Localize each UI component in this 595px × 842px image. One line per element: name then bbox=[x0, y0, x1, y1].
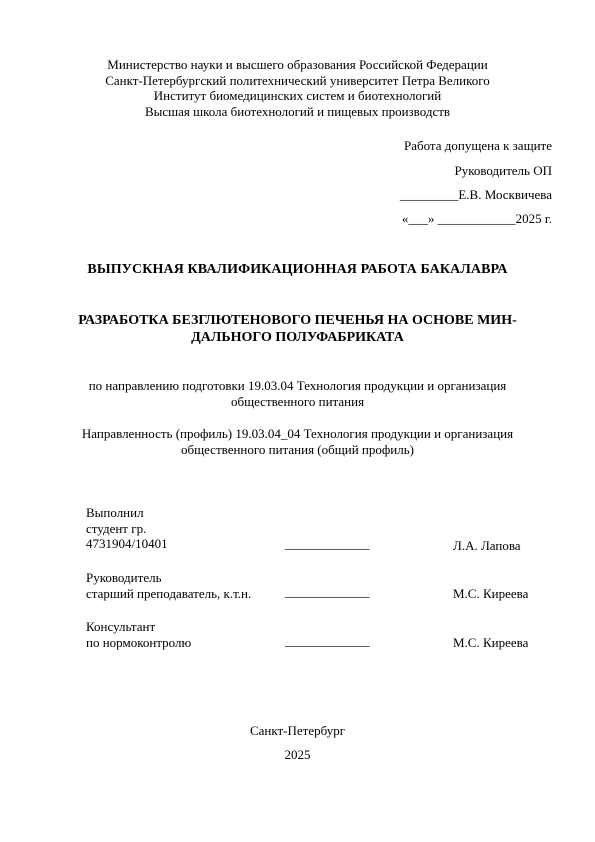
study-direction bbox=[0, 378, 595, 410]
consultant-label bbox=[86, 619, 191, 650]
footer-city: Санкт-Петербург bbox=[249, 723, 346, 738]
student-group: 4731904/10401 bbox=[86, 536, 168, 551]
supervisor-name: М.С. Киреева bbox=[453, 586, 529, 601]
direction-line-1: по направлению подготовки 19.03.04 Технология продукции и организация bbox=[88, 378, 507, 393]
approval-date: «___» ____________2025 г. bbox=[401, 211, 552, 226]
ministry-line: Министерство науки и высшего образования Российской Федерации bbox=[107, 57, 488, 72]
topic-line-2: ДАЛЬНОГО ПОЛУФАБРИКАТА bbox=[191, 330, 404, 345]
consultant-name: М.С. Киреева bbox=[453, 635, 529, 650]
approval-signature: _________Е.В. Москвичева bbox=[399, 187, 552, 202]
supervisor-signature-line: _____________ bbox=[285, 584, 370, 599]
supervisor-label bbox=[86, 570, 251, 601]
profile-line-2: общественного питания (общий профиль) bbox=[180, 442, 415, 457]
supervisor-label-2: старший преподаватель, к.т.н. bbox=[86, 585, 252, 601]
study-profile bbox=[0, 426, 595, 458]
school-line: Высшая школа биотехнологий и пищевых производств bbox=[144, 103, 451, 119]
consultant-label-2: по нормоконтролю bbox=[86, 634, 192, 650]
footer-year: 2025 bbox=[284, 747, 311, 762]
student-label bbox=[86, 505, 168, 552]
institute-line: Институт биомедицинских систем и биотехнологий bbox=[153, 88, 442, 103]
institution-header bbox=[0, 57, 595, 119]
topic-line-1: РАЗРАБОТКА БЕЗГЛЮТЕНОВОГО ПЕЧЕНЬЯ НА ОСНОВЕ МИН- bbox=[78, 313, 517, 328]
direction-line-2: общественного питания bbox=[230, 394, 365, 409]
student-label-2: студент гр. bbox=[86, 520, 147, 536]
thesis-topic bbox=[0, 312, 595, 346]
university-line: Санкт-Петербургский политехнический университет Петра Великого bbox=[105, 72, 490, 88]
consultant-signature-line: _____________ bbox=[285, 633, 370, 648]
profile-line-1: Направленность (профиль) 19.03.04_04 Технология продукции и организация bbox=[81, 426, 514, 441]
consultant-label-1: Консультант bbox=[86, 619, 156, 634]
student-label-1: Выполнил bbox=[86, 505, 144, 520]
student-signature-line: _____________ bbox=[285, 536, 370, 551]
approval-role: Руководитель ОП bbox=[454, 163, 552, 178]
approval-status: Работа допущена к защите bbox=[403, 138, 552, 153]
supervisor-label-1: Руководитель bbox=[86, 570, 162, 585]
student-name: Л.А. Лапова bbox=[453, 538, 521, 553]
document-title: ВЫПУСКНАЯ КВАЛИФИКАЦИОННАЯ РАБОТА БАКАЛАВРА bbox=[87, 262, 508, 277]
